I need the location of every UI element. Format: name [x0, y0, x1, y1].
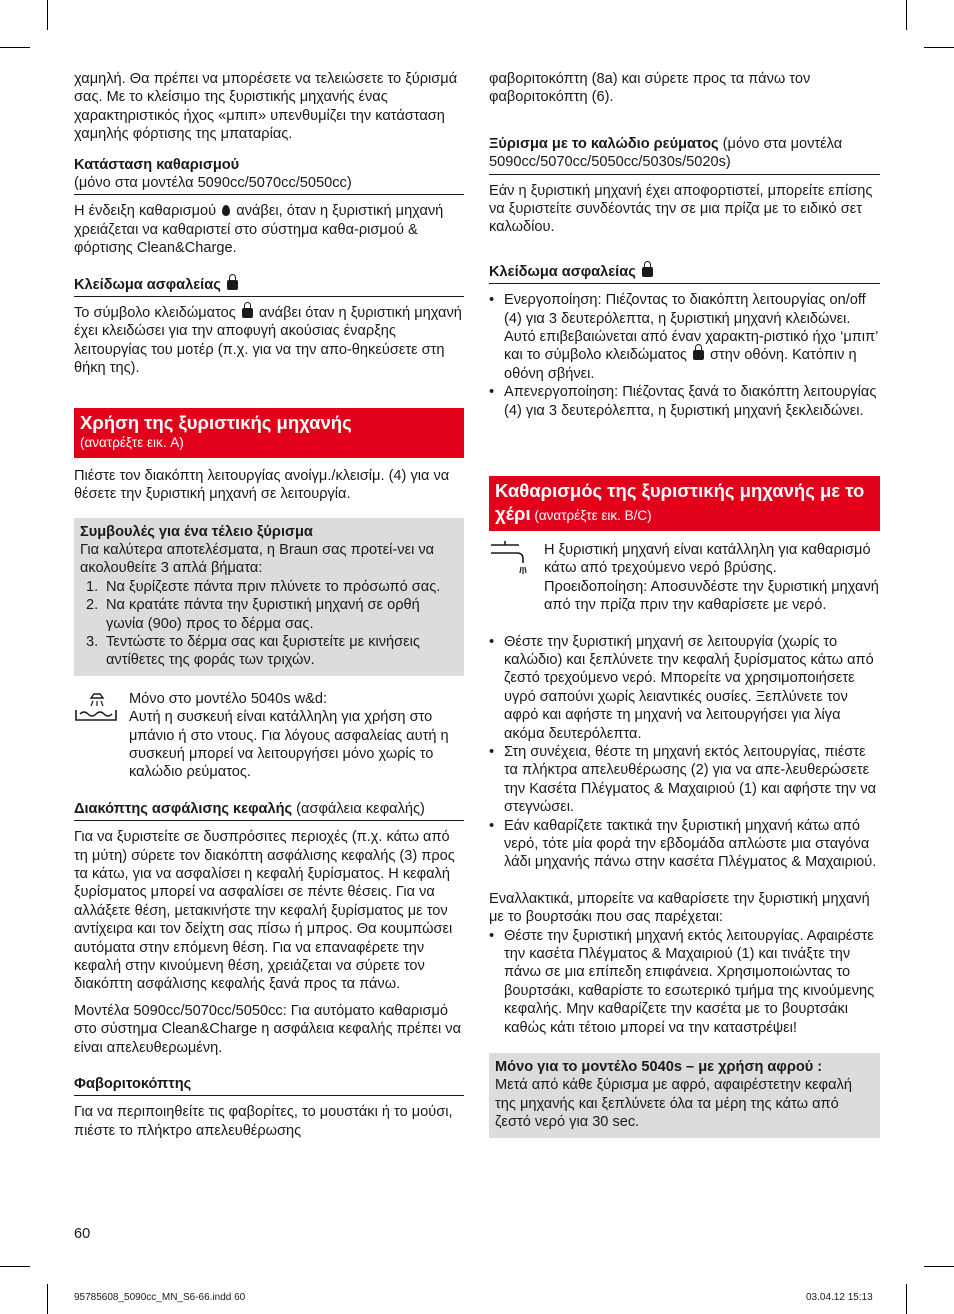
section-title: [495, 480, 874, 525]
tip-item: [80, 596, 458, 633]
crop-mark: [0, 1266, 30, 1267]
faucet-icon: [489, 541, 533, 588]
foam-text: Μετά από κάθε ξύρισμα με αφρό, αφαιρέστετην κεφαλή της μηχανής και ξεπλύνετε όλα τα μέρη της κάτω από ζεστό νερό για 30 sec.: [495, 1077, 852, 1131]
cord-title: [489, 135, 880, 172]
cord-heading: [489, 135, 880, 175]
lock-icon: [227, 280, 238, 290]
text-span: Καθαρισμός της ξυριστικής μηχανής με το χέρι: [495, 480, 865, 524]
paragraph: φαβοριτοκόπτη (8a) και σύρετε προς τα πάνω τον φαβοριτοκόπτη (6).: [489, 71, 811, 106]
crop-mark: [924, 47, 954, 48]
head-lock-title: [74, 800, 464, 818]
bath-icon: [74, 690, 118, 731]
text-span: (ανατρέξτε εικ. B/C): [530, 507, 652, 523]
list-item: • Απενεργοποίηση: Πιέζοντας ξανά το διακόπτη λειτουργίας (4) για 3 δευτερόλεπτα, η ξυριστική μηχανή ξεκλειδώνει.: [489, 383, 880, 420]
wd-text: Αυτή η συσκευή είναι κατάλληλη για χρήση στο μπάνιο ή στο ντους. Για λόγους ασφαλείας αυτή η συσκευή μπορεί να λειτουργήσει μόνο χωρίς το καλώδιο ρεύματος.: [129, 709, 449, 781]
paragraph: Πιέστε τον διακόπτη λειτουργίας ανοίγμ./κλεισίμ. (4) για να θέσετε την ξυριστική μηχανή σε λειτουργία.: [74, 467, 450, 503]
text-span: Ξύρισμα με το καλώδιο ρεύματος: [489, 135, 719, 152]
lock-title-right: [489, 263, 880, 281]
clean-status-heading: [74, 156, 464, 196]
drop-icon: [222, 205, 230, 216]
text-span: (μόνο στα μοντέλα 5090cc/5070cc/5050cc/5030s/5020s): [489, 135, 843, 171]
crop-mark: [47, 0, 48, 30]
trimmer-title: Φαβοριτοκόπτης: [74, 1076, 192, 1093]
foam-box: [489, 1053, 880, 1138]
water-note: [489, 541, 880, 615]
crop-mark: [906, 0, 907, 30]
right-column: [489, 70, 880, 1138]
tip-number: 2.: [86, 597, 99, 614]
crop-mark: [0, 47, 30, 48]
paragraph: [74, 304, 464, 378]
paragraph: χαμηλή. Θα πρέπει να μπορέσετε να τελειώσετε το ξύρισμά σας. Με το κλείσιμο της ξυριστικής μηχανής ένας χαρακτηριστικός ήχος «μπιπ» υπενθυμίζει την κατάσταση χαμηλής φόρτισης της μπαταρίας.: [74, 71, 458, 143]
lock-icon: [242, 308, 253, 318]
tip-text: Τεντώστε το δέρμα σας και ξυριστείτε με κινήσεις αντίθετες της φοράς των τριχών.: [106, 633, 420, 669]
tip-item: [80, 578, 458, 596]
clean-status-subtitle: (μόνο στα μοντέλα 5090cc/5070cc/5050cc): [74, 175, 352, 192]
footer-file: 95785608_5090cc_MN_S6-66.indd 60: [74, 1292, 246, 1303]
safety-lock-heading: [74, 276, 464, 297]
wet-dry-note: [74, 690, 464, 782]
use-section-header: [74, 408, 464, 458]
lock-heading-right: [489, 263, 880, 284]
tip-number: 1.: [86, 578, 99, 595]
lock-icon: [642, 267, 653, 277]
tips-intro: Για καλύτερα αποτελέσματα, η Braun σας προτεί-νει να ακολουθείτε 3 απλά βήματα:: [80, 541, 435, 577]
paragraph: Για να ξυριστείτε σε δυσπρόσιτες περιοχές (π.χ. κάτω από τη μύτη) σύρετε τον διακόπτη ασφάλισης κεφαλής (3) προς τα κάτω, για να ασφαλίσει η κεφαλή ξυρίσματος. Η κεφαλή ξυρίσματος μπορεί να ασφαλίσει σε πέντε θέσεις. Για να αλλάξετε θέση, μετακινήστε την κεφαλή ξυρίσματος με τον αντίχειρα και τον δείχτη σας πίσω ή μπρος. Θα κουμπώσει αυτόματα στην επόμενη θέση. Για να επαναφέρετε την κεφαλή στην κινούμενη θέση, χρειάζεται να σύρετε τον διακόπτη ασφάλισης κεφαλής ξανά προς τα πάνω.: [74, 829, 455, 993]
tip-text: Να κρατάτε πάντα την ξυριστική μηχανή σε ορθή γωνία (90ο) προς το δέρμα σας.: [106, 597, 420, 632]
list-item: • Θέστε την ξυριστική μηχανή σε λειτουργία (χωρίς το καλώδιο) και ξεπλύνετε την κεφαλή ξυρίσματος κάτω από ζεστό τρεχούμενο νερό. Μπορείτε να χρησιμοποιήσετε υγρό σαπούνι χωρίς λειαντικές ουσίες. Ξεπλύνετε τον αφρό και αφήστε τη μηχανή να λειτουργήσει για λίγα ακόμα δευτερόλεπτα.: [489, 633, 880, 743]
paragraph: Εάν η ξυριστική μηχανή έχει αποφορτιστεί, μπορείτε επίσης να ξυριστείτε συνδέοντάς την σε μια πρίζα με το ειδικό σετ καλωδίου.: [489, 182, 873, 236]
lock-bullets: [489, 291, 880, 420]
section-title: Χρήση της ξυριστικής μηχανής: [80, 411, 352, 433]
paragraph: Για να περιποιηθείτε τις φαβορίτες, το μουστάκι ή το μούσι, πιέστε το πλήκτρο απελευθέρωσης: [74, 1104, 453, 1139]
text-span: Κλείδωμα ασφαλείας: [74, 276, 221, 293]
footer-date: 03.04.12 15:13: [806, 1292, 873, 1303]
text-span: Ενεργοποίηση: Πιέζοντας το διακόπτη λειτουργίας on/off (4) για 3 δευτερόλεπτα, η ξυριστική μηχανή κλειδώνει. Αυτό επιβεβαιώνεται από έναν χαρακτη-ριστικό ήχο ‘μπιπ’ και το σύμβολο κλειδώματος: [504, 292, 878, 364]
paragraph: Μοντέλα 5090cc/5070cc/5050cc: Για αυτόματο καθαρισμό στο σύστημα Clean&Charge η ασφάλεια κεφαλής πρέπει να είναι απελευθερωμένη.: [74, 1002, 462, 1056]
text-span: ανάβει, όταν η ξυριστική μηχανή χρειάζεται να καθαριστεί στο σύστημα καθα-ρισμού & φόρτισης Clean&Charge.: [74, 203, 444, 257]
crop-mark: [924, 1266, 954, 1267]
text-span: ανάβει όταν η ξυριστική μηχανή έχει κλειδώσει για την αποφυγή ακούσιας έναρξης λειτουργίας του μοτέρ (π.χ. για να την απο-θηκεύσετε στη θήκη της).: [74, 305, 462, 377]
tip-text: Να ξυρίζεστε πάντα πριν πλύνετε το πρόσωπό σας.: [106, 578, 441, 595]
tips-box: [74, 518, 464, 676]
wd-title: Μόνο στο μοντέλο 5040s w&d:: [129, 690, 328, 707]
tips-title: Συμβουλές για ένα τέλειο ξύρισμα: [80, 523, 313, 540]
paragraph: [74, 202, 464, 257]
head-lock-heading: [74, 800, 464, 821]
clean-bullets: [489, 633, 880, 872]
list-item: • Εάν καθαρίζετε τακτικά την ξυριστική μηχανή κάτω από νερό, τότε μία φορά την εβδομάδα απλώστε μια σταγόνα λάδι μηχανής πάνω στην κασέτα Πλέγματος & Μαχαιριού.: [489, 817, 880, 872]
page-number: 60: [74, 1226, 91, 1242]
water-text: Η ξυριστική μηχανή είναι κατάλληλη για καθαρισμό κάτω από τρεχούμενο νερό βρύσης. Προειδοποίηση: Αποσυνδέστε την ξυριστική μηχανή από την πρίζα πριν την καθαρίσετε με νερό.: [544, 541, 879, 614]
trimmer-heading: [74, 1075, 464, 1096]
alt-bullets: [489, 927, 880, 1037]
clean-status-title: Κατάσταση καθαρισμού: [74, 156, 240, 173]
text-span: (ασφάλεια κεφαλής): [292, 800, 425, 817]
text-span: Η ένδειξη καθαρισμού: [74, 203, 217, 220]
list-item: [489, 291, 880, 383]
left-column: [74, 70, 464, 1140]
tip-item: [80, 633, 458, 670]
tip-number: 3.: [86, 633, 99, 650]
paragraph: Εναλλακτικά, μπορείτε να καθαρίσετε την ξυριστική μηχανή με το βουρτσάκι που σας παρέχεται:: [489, 890, 870, 926]
text-span: Το σύμβολο κλειδώματος: [74, 305, 236, 322]
text-span: στην οθόνη. Κατόπιν η οθόνη σβήνει.: [504, 347, 857, 382]
lock-icon: [693, 350, 704, 360]
tips-list: [80, 578, 458, 670]
section-subtitle: (ανατρέξτε εικ. A): [80, 434, 184, 450]
clean-section-header: [489, 476, 880, 531]
safety-lock-title: [74, 276, 464, 294]
list-item: • Στη συνέχεια, θέστε τη μηχανή εκτός λειτουργίας, πιέστε τα πλήκτρα απελευθέρωσης (2) για να απε-λευθερώσετε την Κασέτα Πλέγματος & Μαχαιριού (1) και αφήστε την να στεγνώσει.: [489, 743, 880, 817]
list-item: • Θέστε την ξυριστική μηχανή εκτός λειτουργίας. Αφαιρέστε την κασέτα Πλέγματος & Μαχαιριού (1) και τινάξτε την πάνω σε μια επίπεδη επιφάνεια. Χρησιμοποιώντας το βουρτσάκι, καθαρίστε το εσωτερικό τμήμα της κινούμενης κεφαλής. Μην καθαρίζετε την κασέτα με το βουρτσάκι καθώς κάτι τέτοιο μπορεί να την καταστρέψει!: [489, 927, 880, 1037]
crop-mark: [47, 1284, 48, 1314]
foam-title: Μόνο για το μοντέλο 5040s – με χρήση αφρού :: [495, 1059, 823, 1076]
text-span: Κλείδωμα ασφαλείας: [489, 263, 636, 280]
text-span: Διακόπτης ασφάλισης κεφαλής: [74, 800, 293, 817]
crop-mark: [906, 1284, 907, 1314]
